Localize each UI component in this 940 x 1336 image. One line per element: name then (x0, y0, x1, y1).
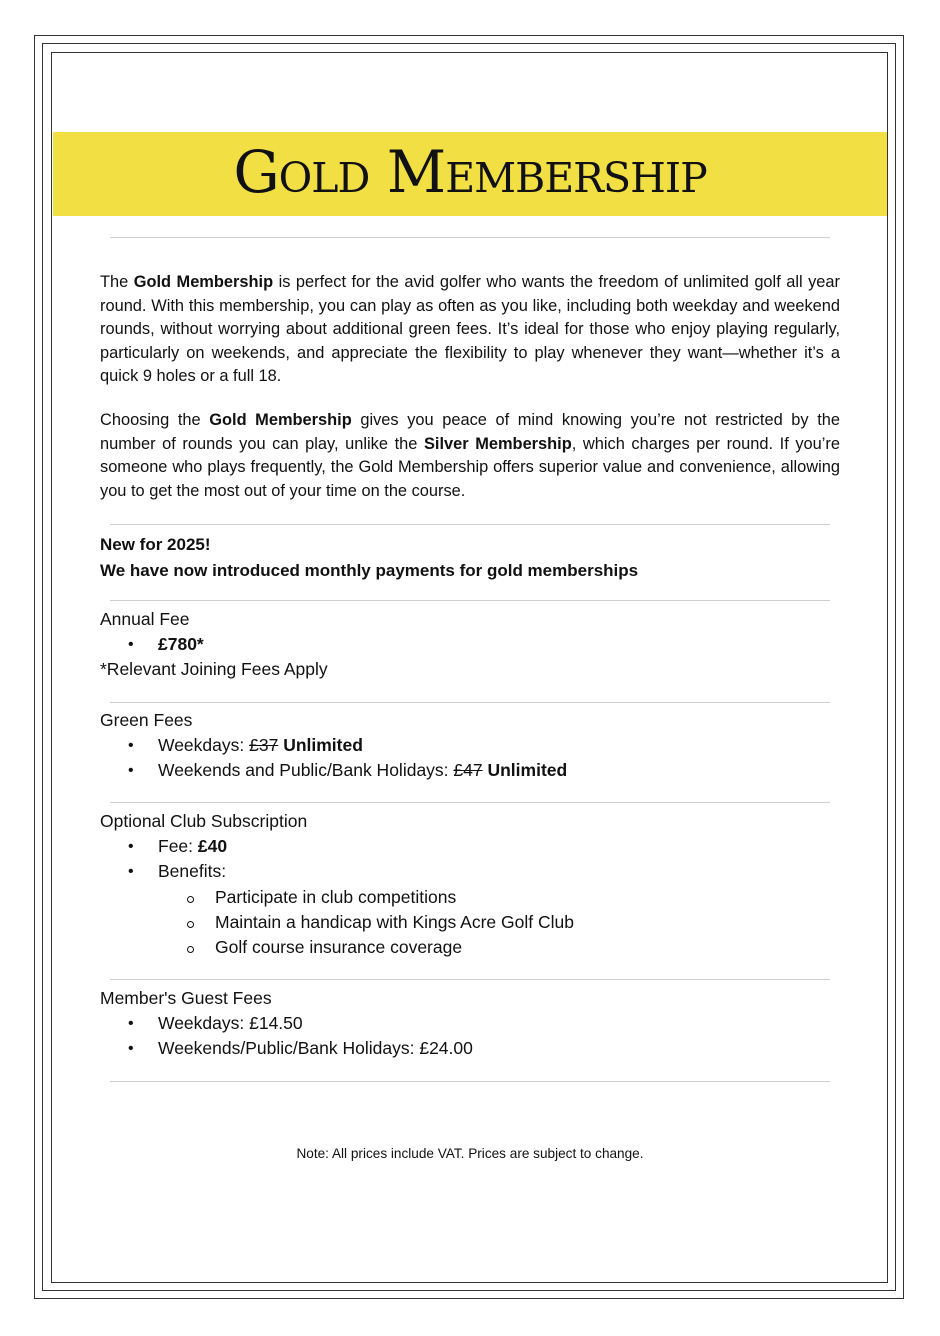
bold-text: Gold Membership (133, 273, 274, 291)
divider (110, 802, 830, 803)
list-item (100, 632, 840, 657)
new-price: Unlimited (487, 760, 568, 781)
divider (110, 524, 830, 525)
fee-label: Weekdays: (158, 735, 250, 755)
green-fees-section (100, 708, 840, 784)
old-price: £47 (453, 760, 483, 781)
section-heading: Member's Guest Fees (100, 988, 272, 1008)
divider (110, 237, 830, 238)
annual-fee-section (100, 607, 840, 682)
benefits-list (100, 885, 840, 961)
annual-fee-price: £780* (158, 634, 204, 654)
benefit-item: Golf course insurance coverage (100, 935, 840, 960)
club-subscription-section (100, 809, 840, 960)
fee-label: Weekends and Public/Bank Holidays: (158, 760, 454, 781)
intro-section (100, 271, 840, 389)
intro-paragraph-2 (100, 409, 840, 503)
divider (110, 979, 830, 980)
benefit-item: Participate in club competitions (100, 885, 840, 910)
intro-paragraph-1 (100, 271, 840, 389)
bold-text: Silver Membership (423, 434, 572, 453)
list-item: • Weekdays: £14.50 (100, 1011, 840, 1036)
announcement-headline: New for 2025! (100, 535, 211, 554)
vat-note: Note: All prices include VAT. Prices are subject to change. (296, 1146, 644, 1161)
joining-fees-footnote: *Relevant Joining Fees Apply (100, 659, 328, 680)
announcement (100, 532, 840, 584)
section-heading: Annual Fee (100, 609, 190, 629)
bold-text: Gold Membership (209, 411, 352, 429)
text: , which charges per round. If you’re someone who plays frequently, the Gold Membership offers superior value and convenience, allowing you to get the most out of your time on the course. (100, 434, 840, 500)
list-item: • Weekends/Public/Bank Holidays: £24.00 (100, 1036, 840, 1061)
intro-section-2 (100, 409, 840, 503)
list-item (100, 834, 840, 859)
green-fees-list (100, 733, 840, 784)
text: Choosing the (100, 411, 210, 429)
text: The (100, 273, 134, 291)
divider (110, 702, 830, 703)
list-item (100, 859, 840, 884)
annual-fee-list (100, 632, 840, 657)
text: gives you peace of mind knowing you’re not restricted by the number of rounds you can play, unlike the (100, 411, 840, 453)
divider (110, 600, 830, 601)
old-price: £37 (249, 735, 279, 755)
new-price: Unlimited (283, 735, 363, 755)
guest-fees-list (100, 1011, 840, 1062)
list-item (100, 733, 840, 758)
section-heading: Green Fees (100, 710, 193, 730)
announcement-text: We have now introduced monthly payments for gold memberships (100, 561, 639, 580)
divider (110, 1081, 830, 1082)
subscription-list (100, 834, 840, 885)
fee-label: Fee: (158, 836, 198, 856)
text: is perfect for the avid golfer who wants the freedom of unlimited golf all year round. With this membership, you can play as often as you like, including both weekday and weekend rounds, without worrying about additional green fees. It’s ideal for those who enjoy playing regularly, particularly on weekends, and appreciate the flexibility to play whenever they want—whether it’s a quick 9 holes or a full 18. (100, 273, 840, 385)
page-title: Gold Membership (233, 138, 707, 206)
guest-fees-section (100, 986, 840, 1062)
benefits-label: Benefits: (158, 861, 227, 882)
section-heading: Optional Club Subscription (100, 811, 308, 831)
benefit-item: Maintain a handicap with Kings Acre Golf Club (100, 910, 840, 935)
fee-value: £40 (197, 836, 228, 856)
list-item (100, 758, 840, 783)
